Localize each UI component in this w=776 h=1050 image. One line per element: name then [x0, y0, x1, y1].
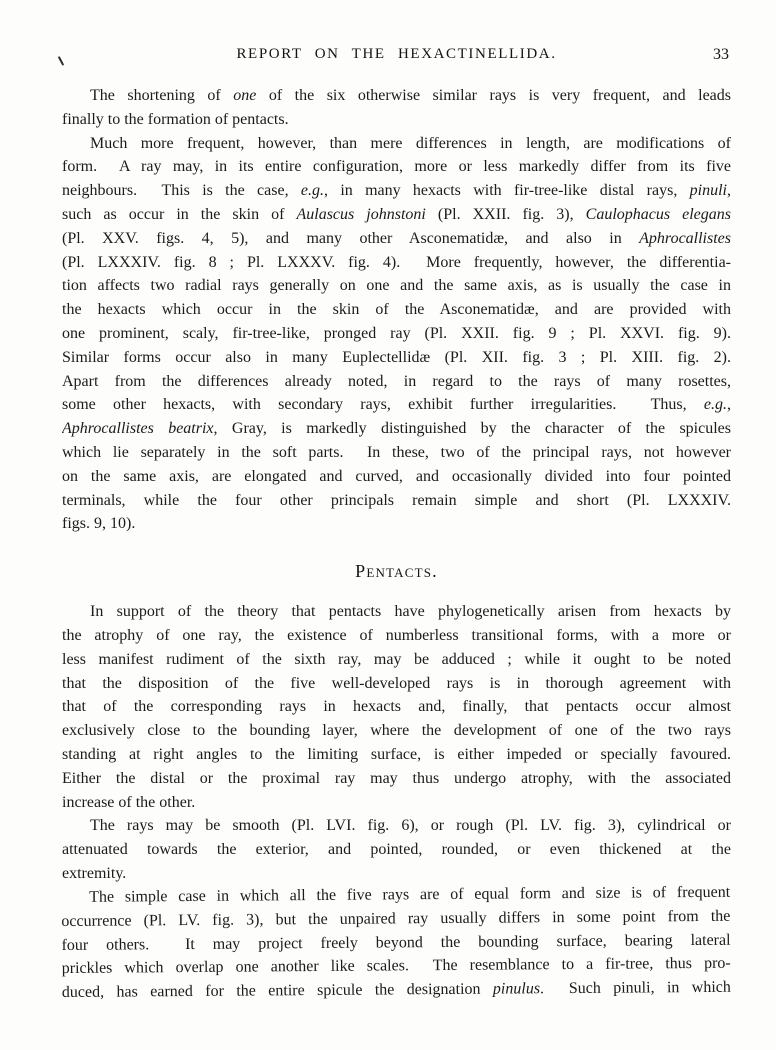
italic-text-segment: pinulus: [492, 980, 541, 998]
text-line: [62, 648, 731, 672]
text-segment: terminals, while the four other principals remain simple and short (Pl. LXXXIV.: [62, 491, 731, 509]
text-segment: standing at right angles to the limiting surface, is either impeded or specially favoured.: [62, 745, 731, 763]
text-line: [62, 227, 731, 251]
text-line: [62, 767, 731, 791]
page-number: 33: [713, 46, 729, 63]
italic-text-segment: e.g.: [300, 182, 324, 200]
text-line: [62, 108, 731, 132]
italic-text-segment: pinuli: [689, 182, 727, 200]
text-line: [62, 441, 731, 465]
running-head: [62, 46, 731, 64]
text-line: [62, 791, 731, 815]
italic-text-segment: Caulophacus elegans: [585, 205, 731, 223]
text-segment: The simple case in which all the five rays are of equal form and size is of frequent: [89, 883, 731, 906]
text-segment: Either the distal or the proximal ray may thus undergo atrophy, with the associated: [62, 769, 731, 787]
text-line: [62, 298, 731, 322]
text-segment: on the same axis, are elongated and curved, and occasionally divided into four pointed: [62, 467, 731, 485]
italic-text-segment: e.g.: [703, 396, 727, 414]
text-segment: four others. It may project freely beyond the bounding surface, bearing lateral: [61, 931, 731, 954]
text-segment: The rays may be smooth (Pl. LVI. fig. 6), or rough (Pl. LV. fig. 3), cylindrical or: [90, 817, 731, 835]
text-line: [62, 600, 731, 624]
text-segment: prickles which overlap one another like scales. The resemblance to a fir-tree, thus pro-: [61, 954, 731, 978]
paragraph: [62, 132, 731, 537]
text-segment: that of the corresponding rays in hexacts and, finally, that pentacts occur almost: [62, 698, 731, 716]
text-segment: that the disposition of the five well-developed rays is in thorough agreement with: [62, 674, 731, 692]
text-segment: duced, has earned for the entire spicule the designation: [61, 980, 493, 1001]
text-line: [62, 838, 731, 862]
text-line: [62, 672, 731, 696]
text-line: [62, 346, 731, 370]
text-segment: (Pl. XXV. figs. 4, 5), and many other Asconematidæ, and also in: [62, 229, 640, 247]
text-line: [62, 489, 731, 513]
report-title: REPORT ON THE HEXACTINELLIDA.: [236, 46, 557, 62]
text-line: [62, 179, 731, 203]
text-line: [62, 393, 731, 417]
text-segment: the hexacts which occur in the skin of the Asconematidæ, and are provided with: [62, 301, 731, 319]
text-segment: the atrophy of one ray, the existence of numberless transitional forms, with a more or: [62, 626, 731, 644]
text-segment: tion affects two radial rays generally on one and the same axis, as is usually the case in: [62, 277, 731, 295]
text-segment: ,: [727, 396, 731, 414]
text-segment: . Such pinuli, in which: [539, 978, 731, 998]
text-line: [62, 719, 731, 743]
text-segment: The shortening of: [90, 87, 234, 104]
paragraph: [62, 814, 731, 885]
italic-text-segment: Aphrocallistes: [639, 229, 731, 247]
text-segment: Similar forms occur also in many Euplectellidæ (Pl. XII. fig. 3 ; Pl. XIII. fig. 2).: [62, 348, 731, 366]
text-segment: neighbours. This is the case,: [62, 182, 301, 200]
paragraph: [62, 600, 731, 814]
italic-text-segment: Aphrocallistes beatrix: [62, 420, 214, 438]
text-segment: finally to the formation of pentacts.: [62, 110, 289, 128]
paragraph: [62, 84, 731, 132]
text-line: [62, 512, 731, 536]
text-segment: which lie separately in the soft parts. In these, two of the principal rays, not however: [62, 443, 731, 461]
text-segment: extremity.: [62, 864, 127, 882]
text-segment: some other hexacts, with secondary rays, exhibit further irregularities. Thus,: [62, 396, 704, 414]
paragraph: [61, 880, 731, 1004]
text-segment: Apart from the differences already noted, in regard to the rays of many rosettes,: [62, 372, 731, 390]
text-segment: (Pl. LXXXIV. fig. 8 ; Pl. LXXXV. fig. 4). More frequently, however, the differentia-: [62, 253, 731, 271]
text-line: [62, 814, 731, 838]
text-segment: less manifest rudiment of the sixth ray, may be adduced ; while it ought to be noted: [62, 650, 731, 668]
italic-text-segment: Aulascus johnstoni: [296, 205, 426, 223]
text-segment: exclusively close to the bounding layer, where the development of one of the two rays: [62, 722, 731, 740]
text-segment: figs. 9, 10).: [62, 515, 136, 533]
text-line: [62, 976, 731, 1005]
text-segment: form. A ray may, in its entire configuration, more or less markedly differ from its five: [62, 158, 731, 176]
text-line: [62, 132, 731, 156]
text-line: [62, 743, 731, 767]
italic-text-segment: one: [233, 87, 257, 104]
text-segment: , in many hexacts with fir-tree-like distal rays,: [324, 182, 690, 200]
text-segment: ,: [727, 182, 731, 200]
text-segment: attenuated towards the exterior, and pointed, rounded, or even thickened at the: [62, 841, 731, 859]
text-segment: In support of the theory that pentacts have phylogenetically arisen from hexacts by: [90, 603, 731, 621]
text-segment: Much more frequent, however, than mere differences in length, are modifications of: [90, 134, 731, 152]
text-line: [62, 84, 731, 108]
text-segment: , Gray, is markedly distinguished by the character of the spicules: [213, 420, 731, 438]
section-heading: Pentacts.: [355, 561, 438, 582]
text-line: [62, 465, 731, 489]
text-line: [62, 155, 731, 179]
text-line: [62, 370, 731, 394]
body-content: [62, 84, 731, 1005]
text-segment: one prominent, scaly, fir-tree-like, pronged ray (Pl. XXII. fig. 9 ; Pl. XXVI. fig. 9).: [62, 324, 731, 342]
text-line: [62, 203, 731, 227]
text-segment: (Pl. XXII. fig. 3),: [425, 205, 586, 223]
text-segment: such as occur in the skin of: [62, 205, 297, 223]
text-line: [62, 624, 731, 648]
text-line: [62, 251, 731, 275]
text-line: [62, 695, 731, 719]
text-line: [62, 322, 731, 346]
text-segment: increase of the other.: [62, 793, 196, 811]
text-segment: of the six otherwise similar rays is very frequent, and leads: [256, 87, 731, 104]
text-line: [62, 417, 731, 441]
text-segment: occurrence (Pl. LV. fig. 3), but the unpaired ray usually differs in some point from the: [61, 907, 731, 930]
text-line: [62, 274, 731, 298]
